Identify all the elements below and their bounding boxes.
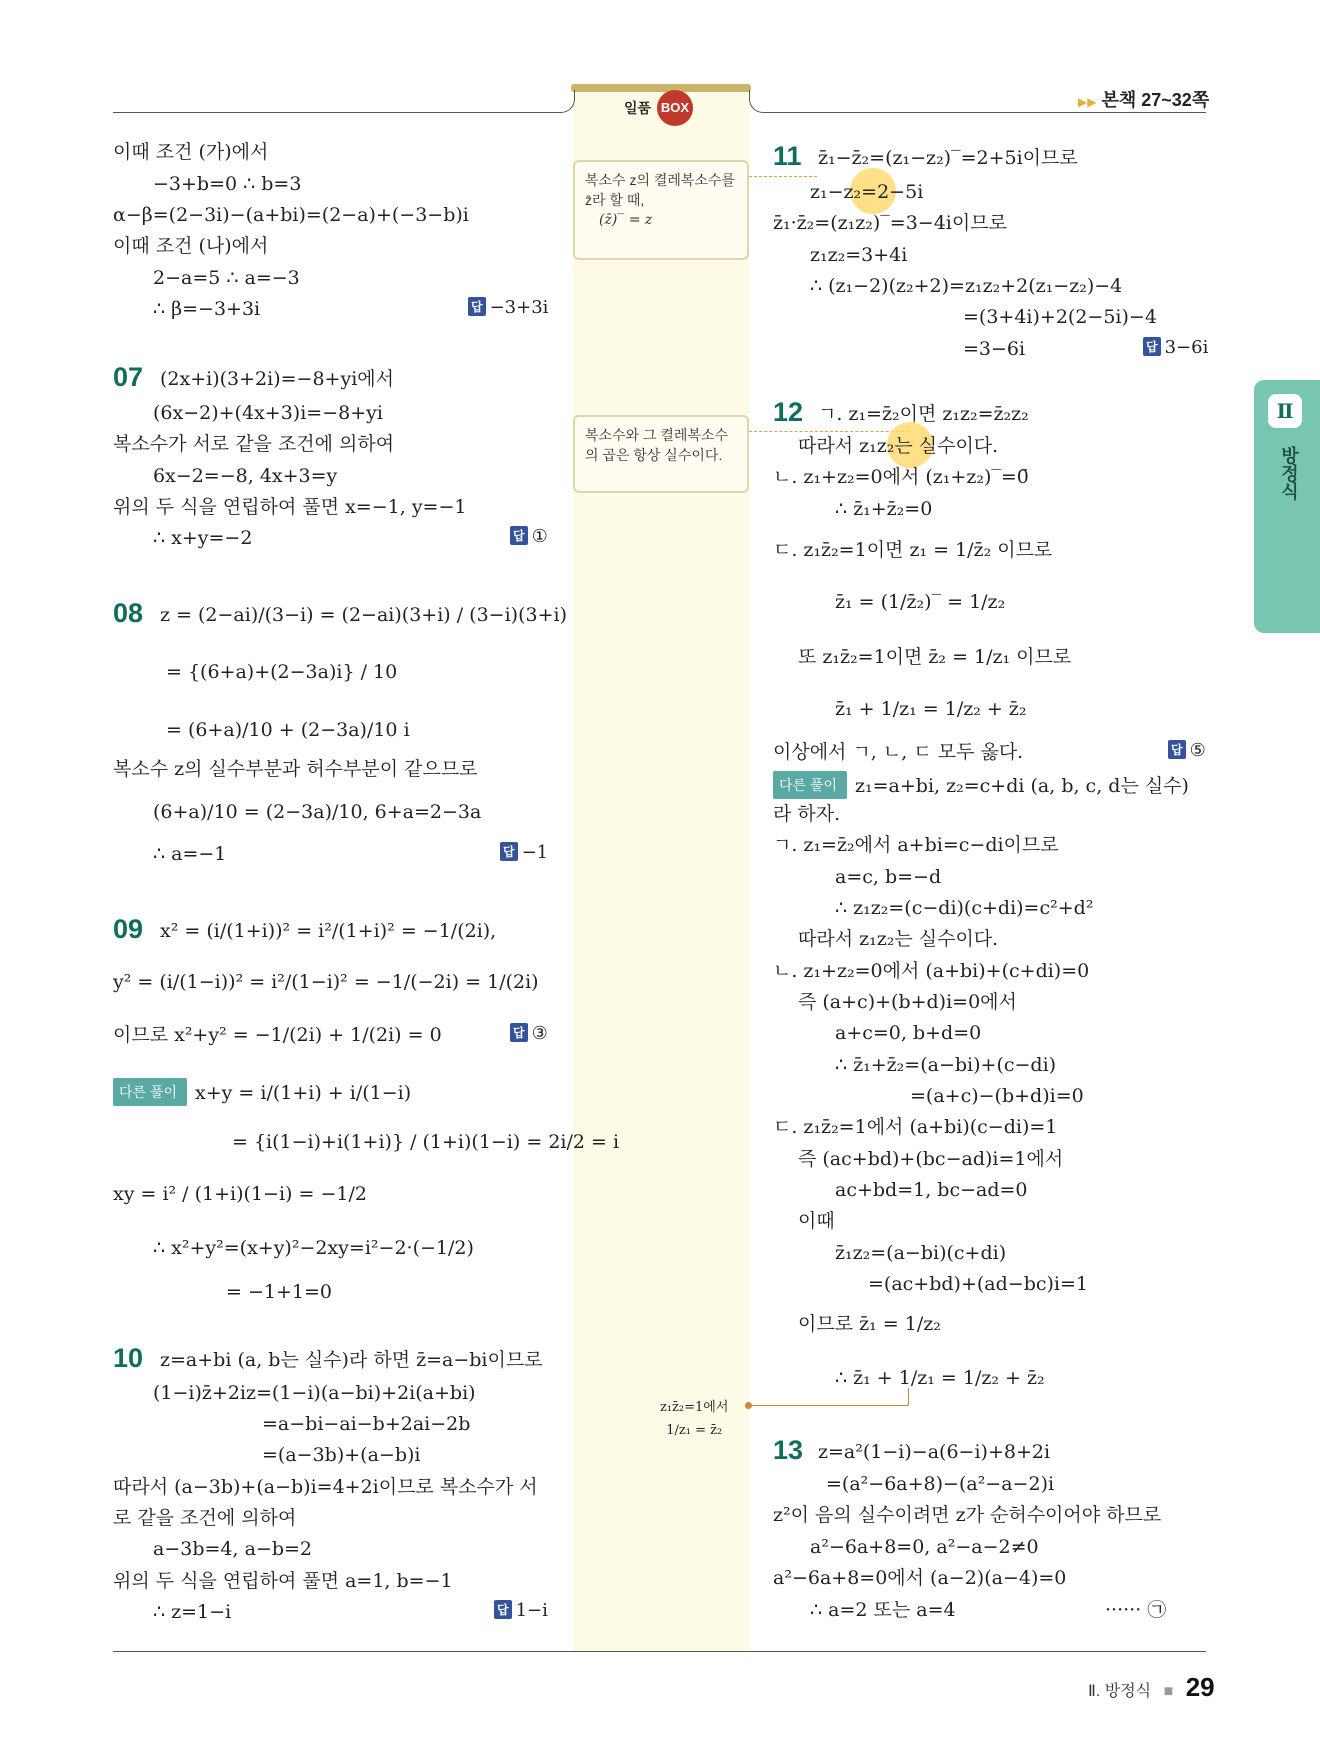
note2-line-1: 복소수와 그 켤레복소수 (585, 427, 729, 443)
q12-line-1: ㄱ. z₁=z̄₂이면 z₁z₂=z̄₂z₂ (818, 403, 1029, 425)
q08-line-4: 복소수 z의 실수부분과 허수부분이 같으므로 (113, 758, 478, 780)
q09-alt-text-1: x+y = i/(1+i) + i/(1−i) (195, 1082, 412, 1104)
note1-line-2: z̄라 할 때, (585, 192, 645, 208)
q10-line-6: 로 같을 조건에 의하여 (113, 1507, 297, 1529)
q12-line-8: z̄₁ + 1/z₁ = 1/z₂ + z̄₂ (835, 698, 1027, 720)
left-line-3: α−β=(2−3i)−(a+bi)=(2−a)+(−3−b)i (113, 204, 469, 226)
header-rule-left (113, 112, 560, 113)
q08-line-5: (6+a)/10 = (2−3a)/10, 6+a=2−3a (153, 801, 482, 823)
note3-connector (752, 1405, 908, 1406)
side-note-reciprocal (660, 1396, 728, 1438)
q09-line-3: 이므로 x²+y² = −1/(2i) + 1/(2i) = 0 (113, 1024, 442, 1046)
q11-line-5: ∴ (z₁−2)(z₂+2)=z₁z₂+2(z₁−z₂)−4 (810, 275, 1123, 297)
q09-line-6: xy = i² / (1+i)(1−i) = −1/2 (113, 1183, 367, 1205)
q12-alt-line-1 (773, 771, 1189, 799)
q13-line-4: a²−6a+8=0, a²−a−2≠0 (810, 1536, 1039, 1558)
q12-alt-line-16: z̄₁z₂=(a−bi)(c+di) (835, 1242, 1007, 1264)
q10-line-1: z=a+bi (a, b는 실수)라 하면 z̄=a−bi이므로 (160, 1349, 543, 1371)
q09-line-5: = {i(1−i)+i(1+i)} / (1+i)(1−i) = 2i/2 = i (232, 1131, 620, 1153)
answer-11-value: 3−6i (1164, 337, 1209, 358)
q10-line-9: ∴ z=1−i (153, 1601, 232, 1623)
answer-12-value: ⑤ (1189, 740, 1206, 761)
q12-alt-line-3: ㄱ. z₁=z̄₂에서 a+bi=c−di이므로 (773, 834, 1059, 856)
q12-line-2: 따라서 z₁z₂는 실수이다. (798, 435, 999, 457)
problem-number-10: 10 (113, 1343, 144, 1373)
q09-line-7: ∴ x²+y²=(x+y)²−2xy=i²−2·(−1/2) (153, 1237, 474, 1259)
q10-line-3: =a−bi−ai−b+2ai−2b (262, 1413, 471, 1435)
q12-alt-line-6: 따라서 z₁z₂는 실수이다. (798, 928, 999, 950)
q12-alt-line-15: 이때 (798, 1210, 835, 1232)
left-line-4: 이때 조건 (나)에서 (113, 235, 269, 257)
q12-alt-line-7: ㄴ. z₁+z₂=0에서 (a+bi)+(c+di)=0 (773, 960, 1090, 982)
answer-06-value: −3+3i (489, 297, 549, 318)
q13-line-5: a²−6a+8=0에서 (a−2)(a−4)=0 (773, 1567, 1067, 1589)
note3-line-1: z₁z̄₂=1에서 (660, 1400, 729, 1415)
q12-alt-line-10: ∴ z̄₁+z̄₂=(a−bi)+(c−di) (835, 1054, 1057, 1076)
footer-separator-icon: ■ (1163, 1683, 1174, 1700)
q08-line-2: = {(6+a)+(2−3a)i} / 10 (166, 661, 398, 683)
q08-line-3: = (6+a)/10 + (2−3a)/10 i (166, 719, 410, 741)
q09-line-2: y² = (i/(1−i))² = i²/(1−i)² = −1/(−2i) = 1/(2i) (113, 971, 539, 993)
double-arrow-icon: ▶▶ (1078, 95, 1097, 109)
q10-line-2: (1−i)z̄+2iz=(1−i)(a−bi)+2i(a+bi) (153, 1382, 476, 1404)
box-label: 일품 (624, 100, 652, 116)
answer-mark-icon: 답 (1168, 740, 1186, 759)
left-line-1: 이때 조건 (가)에서 (113, 141, 269, 163)
answer-mark-icon: 답 (494, 1600, 512, 1619)
q10-line-7: a−3b=4, a−b=2 (153, 1538, 313, 1560)
q12-line-5: ㄷ. z₁z̄₂=1이면 z₁ = 1/z̄₂ 이므로 (773, 539, 1053, 561)
answer-mark-icon: 답 (1143, 337, 1161, 356)
answer-mark-icon: 답 (468, 297, 486, 316)
side-note-product-real (573, 415, 749, 493)
q11-line-7: =3−6i (963, 338, 1026, 360)
box-header (624, 90, 693, 124)
note1-line-1: 복소수 z의 켤레복소수를 (585, 172, 736, 188)
problem-number-13: 13 (773, 1435, 804, 1465)
q13-line-7: ······ ㉠ (1105, 1599, 1167, 1621)
q13-line-6: ∴ a=2 또는 a=4 (810, 1599, 956, 1621)
q12-alt-line-18: 이므로 z̄₁ = 1/z₂ (798, 1313, 941, 1335)
q12-alt-line-9: a+c=0, b+d=0 (835, 1022, 982, 1044)
q12-line-3: ㄴ. z₁+z₂=0에서 (z₁+z₂)‾=0̄ (773, 466, 1029, 488)
q12-alt-line-13: 즉 (ac+bd)+(bc−ad)i=1에서 (798, 1148, 1064, 1170)
answer-08 (500, 842, 548, 863)
footer-rule (113, 1651, 1206, 1652)
chapter-tab-label: 방정식 (1279, 446, 1299, 500)
q12-alt-line-14: ac+bd=1, bc−ad=0 (835, 1179, 1028, 1201)
chapter-roman-badge: Ⅱ (1268, 394, 1302, 428)
q10-line-5: 따라서 (a−3b)+(a−b)i=4+2i이므로 복소수가 서 (113, 1476, 538, 1498)
q12-alt-line-5: ∴ z₁z₂=(c−di)(c+di)=c²+d² (835, 897, 1094, 919)
note1-connector (749, 176, 817, 177)
q09-line-8: = −1+1=0 (226, 1281, 332, 1303)
left-line-2: −3+b=0 ∴ b=3 (153, 173, 302, 195)
q12-alt-line-2: 라 하자. (773, 803, 841, 825)
q07-line-1: (2x+i)(3+2i)=−8+yi에서 (160, 368, 394, 390)
problem-number-08: 08 (113, 598, 144, 628)
answer-mark-icon: 답 (510, 1023, 528, 1042)
q08-line-6: ∴ a=−1 (153, 843, 227, 865)
q12-line-6: z̄₁ = (1/z̄₂)‾ = 1/z₂ (835, 591, 1006, 613)
q11-line-1: z̄₁−z̄₂=(z₁−z₂)‾=2+5i이므로 (818, 147, 1078, 169)
note3-line-2: 1/z₁ = z̄₂ (666, 1423, 723, 1438)
q12-alt-line-12: ㄷ. z₁z̄₂=1에서 (a+bi)(c−di)=1 (773, 1116, 1058, 1138)
answer-06 (468, 297, 548, 318)
book-reference-text: 본책 27~32쪽 (1101, 90, 1210, 110)
chapter-side-tab[interactable] (1254, 380, 1320, 633)
q12-line-9: 이상에서 ㄱ, ㄴ, ㄷ 모두 옳다. (773, 741, 1024, 763)
left-line-5: 2−a=5 ∴ a=−3 (153, 267, 300, 289)
q07-line-3: 복소수가 서로 같을 조건에 의하여 (113, 433, 395, 455)
answer-07 (510, 526, 548, 547)
answer-12 (1168, 740, 1206, 761)
q12-alt-line-17: =(ac+bd)+(ad−bc)i=1 (868, 1273, 1089, 1295)
q11-line-3: z̄₁·z̄₂=(z₁z₂)‾=3−4i이므로 (773, 212, 1007, 234)
note3-connector-up (908, 1388, 909, 1405)
q09-line-1: x² = (i/(1+i))² = i²/(1+i)² = −1/(2i), (160, 920, 497, 942)
book-reference (1078, 86, 1209, 112)
q11-line-2: z₁−z₂=2−5i (810, 181, 924, 203)
page-number: 29 (1185, 1672, 1215, 1702)
q13-line-3: z²이 음의 실수이려면 z가 순허수이어야 하므로 (773, 1504, 1162, 1526)
answer-10-value: 1−i (515, 1600, 548, 1621)
answer-mark-icon: 답 (510, 526, 528, 545)
note3-dot (745, 1402, 752, 1409)
q10-line-8: 위의 두 식을 연립하여 풀면 a=1, b=−1 (113, 1570, 453, 1592)
q12-alt-text-1: z₁=a+bi, z₂=c+di (a, b, c, d는 실수) (855, 775, 1189, 797)
q07-line-2: (6x−2)+(4x+3)i=−8+yi (153, 402, 383, 424)
problem-number-12: 12 (773, 397, 804, 427)
note2-line-2: 의 곱은 항상 실수이다. (585, 447, 723, 463)
note2-connector (749, 431, 909, 432)
q11-line-6: =(3+4i)+2(2−5i)−4 (963, 306, 1157, 328)
q12-line-7: 또 z₁z̄₂=1이면 z̄₂ = 1/z₁ 이므로 (798, 646, 1072, 668)
answer-08-value: −1 (521, 842, 549, 863)
footer (1088, 1672, 1215, 1703)
q07-line-6: ∴ x+y=−2 (153, 527, 253, 549)
q13-line-2: =(a²−6a+8)−(a²−a−2)i (826, 1473, 1055, 1495)
q12-line-4: ∴ z̄₁+z̄₂=0 (835, 498, 933, 520)
q11-line-4: z₁z₂=3+4i (810, 244, 908, 266)
answer-07-value: ① (531, 526, 548, 547)
q10-line-4: =(a−3b)+(a−b)i (262, 1444, 421, 1466)
answer-mark-icon: 답 (500, 842, 518, 861)
header-rule-right (764, 112, 1206, 113)
alt-solution-badge-12: 다른 풀이 (773, 771, 847, 799)
q07-line-4: 6x−2=−8, 4x+3=y (153, 465, 338, 487)
answer-09-value: ③ (531, 1023, 548, 1044)
q12-alt-line-19: ∴ z̄₁ + 1/z₁ = 1/z₂ + z̄₂ (835, 1367, 1045, 1389)
alt-solution-badge: 다른 풀이 (113, 1078, 187, 1106)
side-note-conjugate (573, 160, 749, 260)
problem-number-07: 07 (113, 362, 144, 392)
q12-alt-line-11: =(a+c)−(b+d)i=0 (910, 1085, 1084, 1107)
answer-09 (510, 1023, 548, 1044)
q12-alt-line-8: 즉 (a+c)+(b+d)i=0에서 (798, 991, 1017, 1013)
q08-line-1: z = (2−ai)/(3−i) = (2−ai)(3+i) / (3−i)(3+i) (160, 604, 568, 626)
problem-number-11: 11 (773, 141, 802, 171)
left-line-6: ∴ β=−3+3i (153, 298, 261, 320)
answer-10 (494, 1600, 548, 1621)
q12-alt-line-4: a=c, b=−d (835, 866, 942, 888)
q13-line-1: z=a²(1−i)−a(6−i)+8+2i (818, 1441, 1051, 1463)
problem-number-09: 09 (113, 914, 144, 944)
q07-line-5: 위의 두 식을 연립하여 풀면 x=−1, y=−1 (113, 496, 467, 518)
box-badge: BOX (657, 90, 693, 126)
header-curve-right (749, 90, 768, 113)
answer-11 (1143, 337, 1208, 358)
q09-alt-line-1 (113, 1078, 411, 1106)
note1-line-3: (z̄)‾ = z (599, 212, 653, 228)
footer-chapter: Ⅱ. 방정식 (1088, 1683, 1152, 1700)
